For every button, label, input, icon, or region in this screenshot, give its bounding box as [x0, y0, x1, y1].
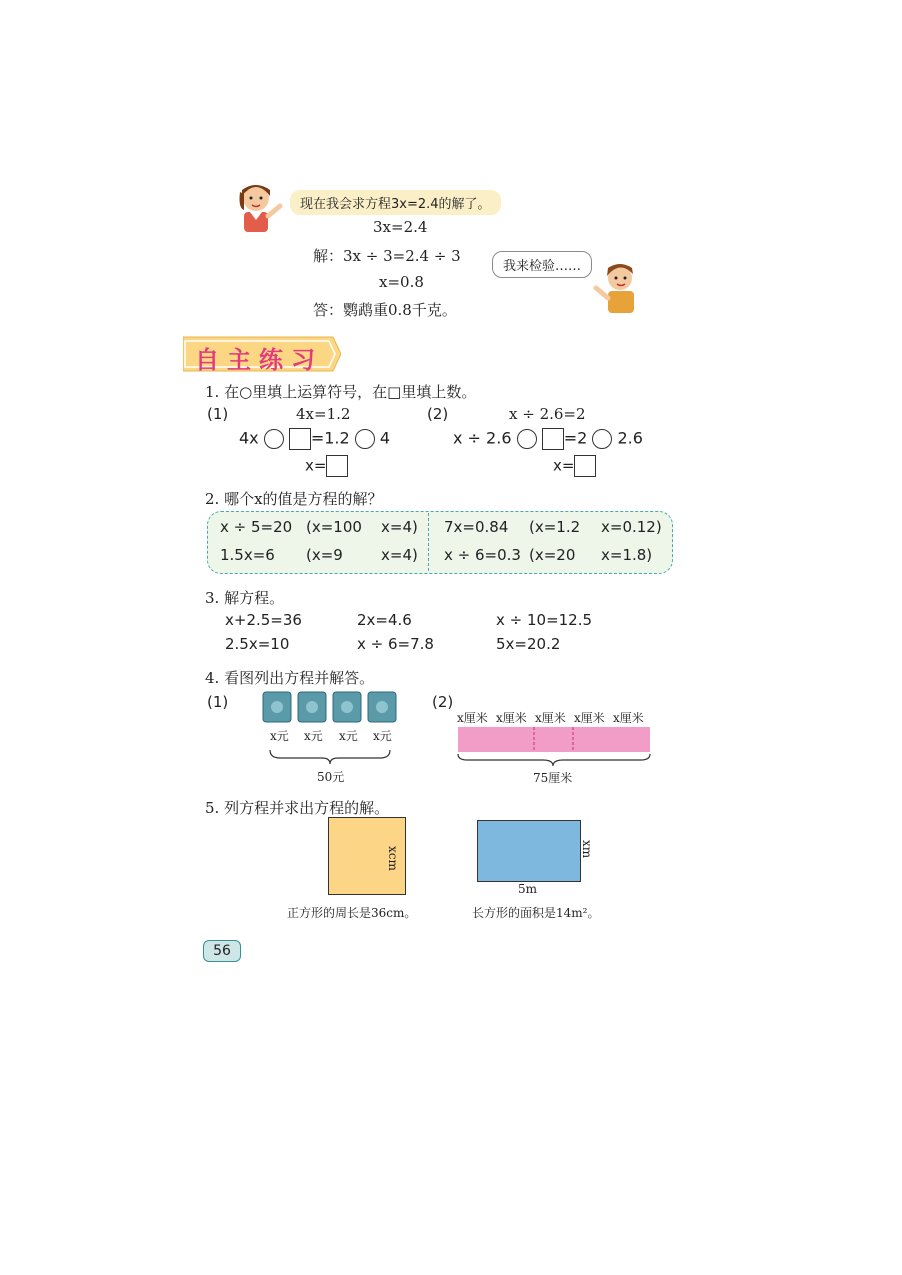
girl-speech-bubble: 现在我会求方程3x=2.4的解了。	[290, 190, 501, 215]
q4-part2-label: (2)	[432, 693, 454, 711]
bag-icon	[263, 692, 291, 722]
q2-row1-option-a[interactable]: (x=100	[306, 518, 362, 536]
bag-icon	[333, 692, 361, 722]
q4-seg-label-1: x厘米	[457, 711, 488, 725]
q1-part2-step-mid: =2	[563, 428, 588, 448]
q4-bag-label-3: x元	[339, 729, 358, 743]
q1-part2-step-right: 2.6	[617, 428, 643, 448]
operator-circle[interactable]	[264, 429, 284, 449]
q2-row2-option-b[interactable]: x=4)	[381, 546, 418, 564]
q1-part2-step-left: x ÷ 2.6	[453, 428, 512, 448]
q1-part1-step	[239, 428, 390, 450]
q4-part2-total: 75厘米	[533, 771, 573, 785]
q4-seg-label-3: x厘米	[535, 711, 566, 725]
q4-part1-total: 50元	[317, 770, 345, 784]
q1-part2-result-label: x=	[553, 456, 575, 475]
q4-bag-label-2: x元	[304, 729, 323, 743]
q2-row1-equation-left: x ÷ 5=20	[220, 518, 293, 536]
q4-part2-brace	[458, 754, 650, 766]
example-line-1: 3x=2.4	[373, 218, 428, 236]
q4-seg-label-5: x厘米	[613, 711, 644, 725]
q4-part1-brace	[270, 750, 390, 764]
q1-part1-label: (1)	[207, 405, 229, 423]
q4-bag-label-1: x元	[270, 729, 289, 743]
q3-equation-6: 5x=20.2	[496, 635, 561, 653]
boy-speech-bubble: 我来检验……	[492, 251, 592, 278]
q1-title: 1. 在○里填上运算符号，在□里填上数。	[205, 383, 477, 401]
operator-circle[interactable]	[592, 429, 612, 449]
q1-part1-equation: 4x=1.2	[296, 405, 351, 423]
boy-illustration	[592, 260, 642, 315]
q2-row2-option-c[interactable]: (x=20	[529, 546, 576, 564]
q4-seg-label-2: x厘米	[496, 711, 527, 725]
number-box[interactable]	[574, 455, 596, 477]
q2-row2-option-d[interactable]: x=1.8)	[601, 546, 653, 564]
example-answer: 答：鹦鹉重0.8千克。	[313, 301, 457, 319]
q4-length-bar-figure	[455, 726, 655, 770]
page-number: 56	[203, 940, 241, 962]
q1-part1-step-right: 4	[379, 428, 391, 448]
q1-part2-equation: x ÷ 2.6=2	[509, 405, 586, 423]
number-box[interactable]	[326, 455, 348, 477]
q2-row1-option-d[interactable]: x=0.12)	[601, 518, 662, 536]
q1-part2-label: (2)	[427, 405, 449, 423]
q2-divider	[428, 513, 429, 571]
number-box[interactable]	[289, 428, 311, 450]
q5-rect-caption: 长方形的面积是14m²。	[472, 906, 600, 920]
q1-part1-result	[305, 455, 348, 477]
q5-rectangle	[477, 820, 581, 882]
q2-row1-option-c[interactable]: (x=1.2	[529, 518, 581, 536]
q3-equation-5: x ÷ 6=7.8	[357, 635, 434, 653]
q1-part2-step	[453, 428, 643, 450]
q5-rect-bottom-label: 5m	[518, 882, 538, 896]
bag-icon	[368, 692, 396, 722]
q3-equation-4: 2.5x=10	[225, 635, 290, 653]
bag-icon	[298, 692, 326, 722]
q2-row2-option-a[interactable]: (x=9	[306, 546, 343, 564]
q2-row1-option-b[interactable]: x=4)	[381, 518, 418, 536]
q4-part1-label: (1)	[207, 693, 229, 711]
q1-part1-step-mid: =1.2	[310, 428, 350, 448]
q4-bag-label-4: x元	[373, 729, 392, 743]
q3-title: 3. 解方程。	[205, 589, 285, 607]
q5-rect-side-label: xm	[580, 840, 594, 859]
q2-row2-equation-right: x ÷ 6=0.3	[444, 546, 521, 564]
q2-row2-equation-left: 1.5x=6	[220, 546, 275, 564]
q4-title: 4. 看图列出方程并解答。	[205, 669, 375, 687]
q2-title: 2. 哪个x的值是方程的解？	[205, 490, 383, 508]
example-line-3: x=0.8	[379, 273, 424, 291]
q5-square-side-label: xcm	[386, 846, 400, 871]
q4-seg-label-4: x厘米	[574, 711, 605, 725]
operator-circle[interactable]	[355, 429, 375, 449]
girl-illustration	[228, 180, 288, 235]
q3-equation-3: x ÷ 10=12.5	[496, 611, 593, 629]
q1-part1-step-left: 4x	[239, 428, 259, 448]
q5-title: 5. 列方程并求出方程的解。	[205, 799, 390, 817]
q2-row1-equation-right: 7x=0.84	[444, 518, 509, 536]
section-title: 自主练习	[195, 346, 323, 374]
example-line-2: 解：3x ÷ 3=2.4 ÷ 3	[313, 247, 461, 265]
q5-square-caption: 正方形的周长是36cm。	[287, 906, 417, 920]
q1-part1-result-label: x=	[305, 456, 327, 475]
q1-part2-result	[553, 455, 596, 477]
q3-equation-2: 2x=4.6	[357, 611, 412, 629]
q3-equation-1: x+2.5=36	[225, 611, 302, 629]
length-bar	[458, 727, 650, 752]
number-box[interactable]	[542, 428, 564, 450]
operator-circle[interactable]	[517, 429, 537, 449]
